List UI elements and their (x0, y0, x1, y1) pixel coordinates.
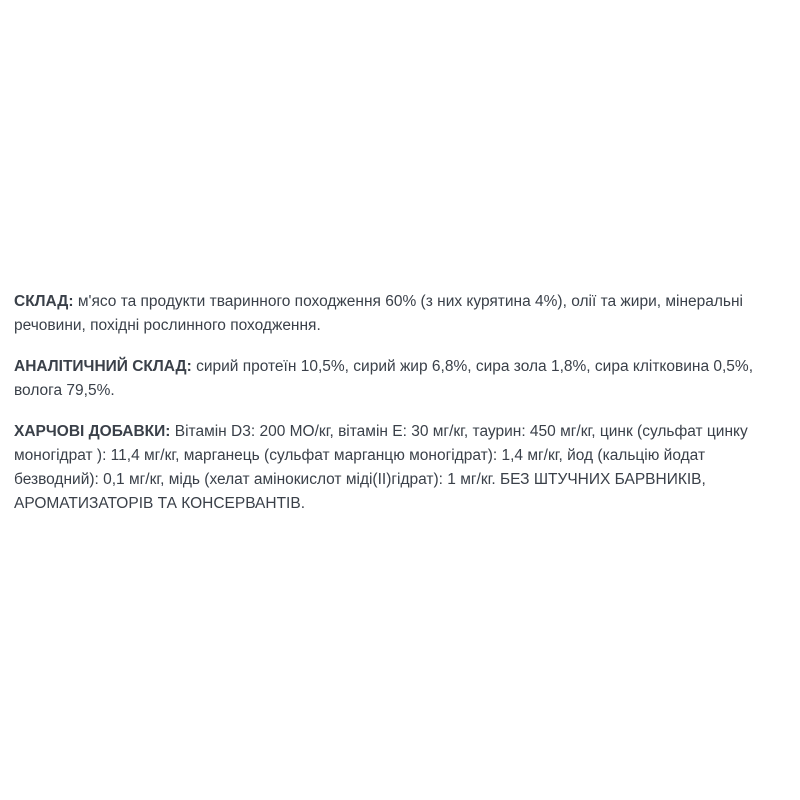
composition-label: СКЛАД: (14, 293, 74, 310)
composition-text: м'ясо та продукти тваринного походження 60% (з них курятина 4%), олії та жири, мінеральні речовини, похідні рослинного походження. (14, 293, 743, 334)
product-composition (14, 290, 794, 533)
composition-section (14, 290, 794, 338)
analytical-composition-label: АНАЛІТИЧНИЙ СКЛАД: (14, 358, 192, 375)
food-additives-label: ХАРЧОВІ ДОБАВКИ: (14, 423, 171, 440)
food-additives-text: Вітамін D3: 200 МО/кг, вітамін Е: 30 мг/кг, таурин: 450 мг/кг, цинк (сульфат цинку моногідрат ): 11,4 мг/кг, марганець (сульфат марганцю моногідрат): 1,4 мг/кг, йод (кальцію йодат безводний): 0,1 мг/кг, мідь (хелат амінокислот міді(II)гідрат): 1 мг/кг. БЕЗ ШТУЧНИХ БАРВНИКІВ, АРОМАТИЗАТОРІВ ТА КОНСЕРВАНТІВ. (14, 423, 748, 512)
analytical-composition-section (14, 355, 794, 403)
analytical-composition-text: сирий протеїн 10,5%, сирий жир 6,8%, сира зола 1,8%, сира клітковина 0,5%, волога 79,5%. (14, 358, 754, 399)
food-additives-section (14, 420, 794, 516)
